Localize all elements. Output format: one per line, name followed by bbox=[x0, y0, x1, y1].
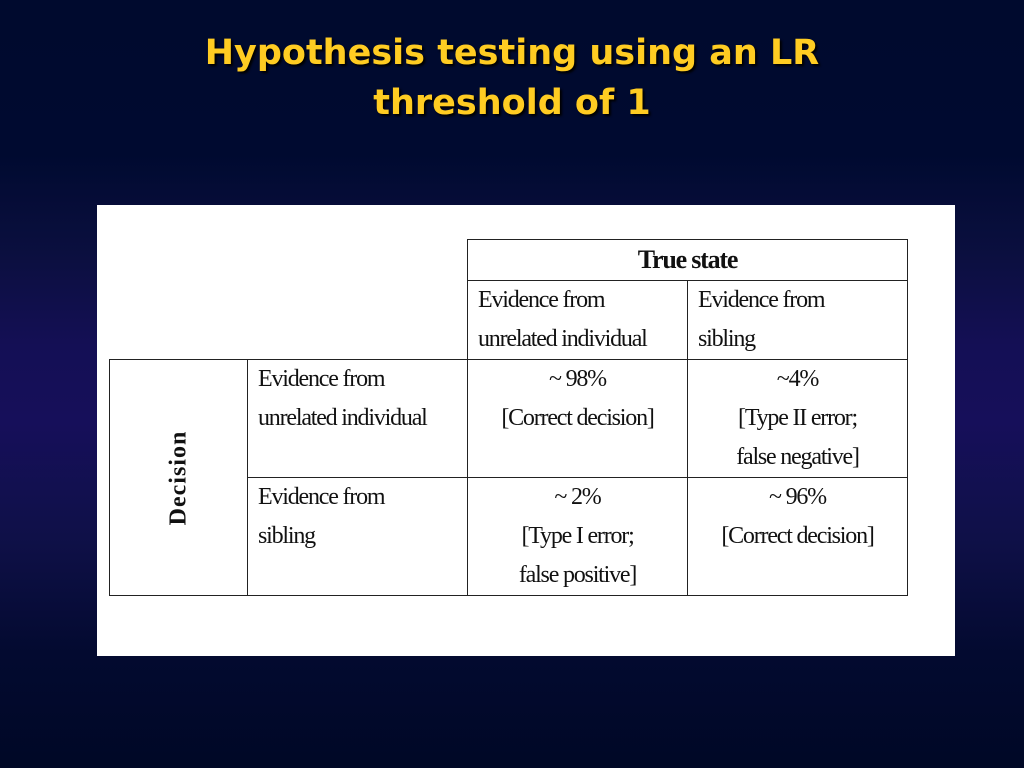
cell-value: ~ 2% bbox=[554, 484, 601, 510]
cell-description: [Correct decision] bbox=[501, 405, 654, 431]
row-header-sibling bbox=[248, 478, 468, 596]
cell-correct-decision-unrelated bbox=[468, 360, 688, 478]
table-row-unrelated bbox=[110, 360, 908, 478]
cell-correct-decision-sibling bbox=[688, 478, 908, 596]
decision-label: Decision bbox=[165, 430, 191, 525]
cell-value: ~ 96% bbox=[769, 484, 826, 510]
column-header-sibling-line-1: Evidence from bbox=[698, 287, 825, 313]
row-header-sibling-line-2: sibling bbox=[258, 523, 315, 549]
row-header-unrelated bbox=[248, 360, 468, 478]
true-state-row bbox=[110, 240, 908, 281]
slide-title-line-1: Hypothesis testing using an LR bbox=[204, 33, 820, 73]
column-header-sibling-line-2: sibling bbox=[698, 326, 755, 352]
empty-corner bbox=[110, 240, 468, 281]
cell-description-2: false positive] bbox=[518, 562, 637, 588]
column-header-unrelated-line-1: Evidence from bbox=[478, 287, 605, 313]
cell-description: [Type II error; bbox=[738, 405, 857, 431]
row-header-sibling-line-1: Evidence from bbox=[258, 484, 385, 510]
empty-corner-2 bbox=[110, 281, 468, 360]
cell-description-2: false negative] bbox=[736, 444, 859, 470]
cell-description: [Type I error; bbox=[521, 523, 634, 549]
cell-value: ~4% bbox=[776, 366, 819, 392]
column-header-sibling bbox=[688, 281, 908, 360]
cell-type-ii-error bbox=[688, 360, 908, 478]
row-header-unrelated-line-1: Evidence from bbox=[258, 366, 385, 392]
column-header-row bbox=[110, 281, 908, 360]
cell-value: ~ 98% bbox=[549, 366, 606, 392]
cell-type-i-error bbox=[468, 478, 688, 596]
row-header-unrelated-line-2: unrelated individual bbox=[258, 405, 427, 431]
true-state-header: True state bbox=[468, 240, 908, 281]
table-panel bbox=[97, 205, 955, 656]
slide-title bbox=[0, 28, 1024, 128]
slide-title-line-2: threshold of 1 bbox=[373, 83, 651, 123]
column-header-unrelated bbox=[468, 281, 688, 360]
cell-description: [Correct decision] bbox=[721, 523, 874, 549]
decision-header bbox=[110, 360, 248, 596]
column-header-unrelated-line-2: unrelated individual bbox=[478, 326, 647, 352]
decision-matrix-table bbox=[109, 239, 908, 596]
